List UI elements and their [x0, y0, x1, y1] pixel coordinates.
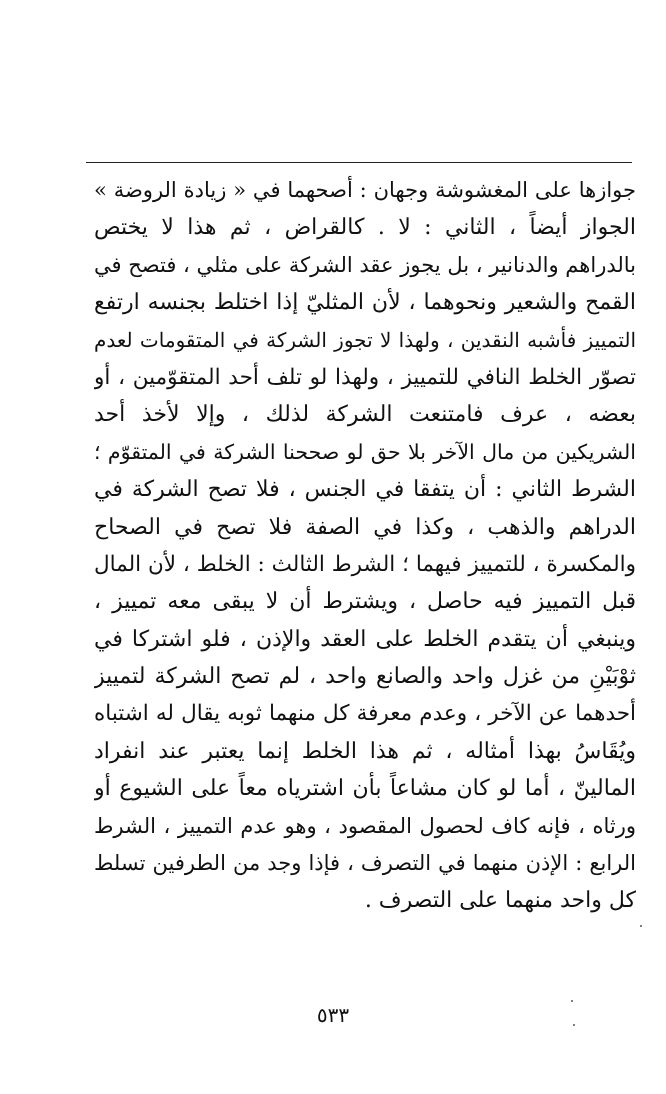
- text-line: بعضه ، عرف فامتنعت الشركة لذلك ، وإلا لأخذ أحد: [94, 402, 636, 428]
- scan-speck: [640, 925, 642, 927]
- text-line: ويُقَاسُ بهذا أمثاله ، ثم هذا الخلط إنما يعتبر عند انفراد: [94, 738, 636, 764]
- text-line: تصوّر الخلط النافي للتمييز ، ولهذا لو تلف أحد المتقوّمين ، أو: [94, 364, 636, 390]
- text-line: القمح والشعير ونحوهما ، لأن المثليّ إذا اختلط بجنسه ارتفع: [94, 290, 636, 316]
- scan-speck: [571, 1000, 573, 1002]
- page-number: ٥٣٣: [316, 1003, 350, 1027]
- footnote-text-block: [94, 172, 636, 920]
- text-line: التمييز فأشبه النقدين ، ولهذا لا تجوز الشركة في المتقومات لعدم: [94, 327, 636, 352]
- text-line: والمكسرة ، للتمييز فيهما ؛ الشرط الثالث : الخلط ، لأن المال: [94, 551, 636, 577]
- text-line: أحدهما عن الآخر ، وعدم معرفة كل منهما ثوبه يقال له اشتباه: [94, 701, 636, 727]
- text-line: جوازها على المغشوشة وجهان : أصحهما في « زيادة الروضة »: [94, 178, 636, 202]
- text-line: المالينّ ، أما لو كان مشاعاً بأن اشترياه معاً على الشيوع أو: [94, 776, 636, 802]
- text-line: الدراهم والذهب ، وكذا في الصفة فلا تصح في الصحاح: [94, 514, 636, 540]
- scan-speck: [573, 1024, 575, 1026]
- text-line: قبل التمييز فيه حاصل ، ويشترط أن لا يبقى معه تمييز ،: [94, 589, 636, 615]
- text-line: وينبغي أن يتقدم الخلط على العقد والإذن ، فلو اشتركا في: [94, 626, 636, 652]
- text-line: بالدراهم والدنانير ، بل يجوز عقد الشركة على مثلي ، فتصح في: [94, 252, 636, 277]
- text-line: الجواز أيضاً ، الثاني : لا . كالقراض ، ثم هذا لا يختص: [94, 215, 636, 241]
- footnote-separator-rule: [86, 162, 632, 163]
- text-line: الرابع : الإذن منهما في التصرف ، فإذا وجد من الطرفين تسلط: [94, 851, 636, 876]
- text-line: الشريكين من مال الآخر بلا حق لو صححنا الشركة في المتقوّم ؛: [94, 439, 636, 464]
- text-line: ثوْبَيْنِ من غزل واحد والصانع واحد ، لم تصح الشركة لتمييز: [94, 664, 636, 690]
- text-line: ورثاه ، فإنه كاف لحصول المقصود ، وهو عدم التمييز ، الشرط: [94, 813, 636, 838]
- text-line: الشرط الثاني : أن يتفقا في الجنس ، فلا تصح الشركة في: [94, 477, 636, 503]
- text-line-last: كل واحد منهما على التصرف .: [364, 888, 636, 914]
